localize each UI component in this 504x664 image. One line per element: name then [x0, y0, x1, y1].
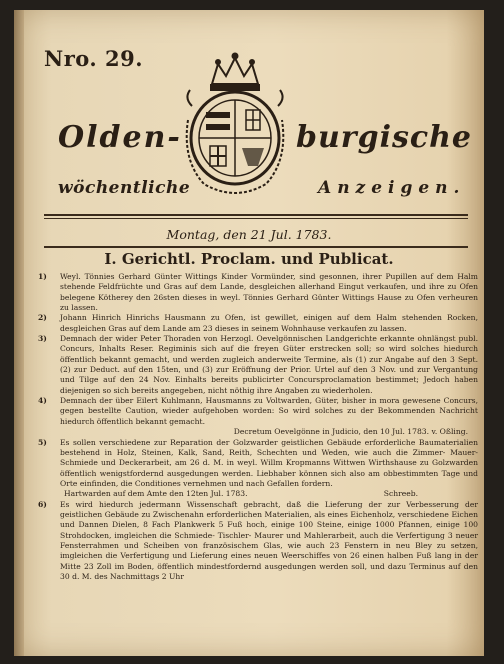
list-item: [38, 272, 478, 313]
coat-of-arms-icon: [174, 50, 296, 200]
entry-number: 1): [38, 272, 47, 281]
list-item: [38, 438, 478, 490]
entry-text: Weyl. Tönnies Gerhard Günter Wittings Kinder Vormünder, sind gesonnen, ihrer Pupillen auf dem Halm stehende Feldfrüchte und Gras auf dem Lande, desgleichen allerhand Eingut verkaufen, und ihre zu Ofen belegene Kötherey den 26sten dieses in weyl. Tönnies Gerhard Günter Wittings Hause zu Ofen verheuren zu lassen.: [60, 272, 478, 313]
issue-number: Nro. 29.: [44, 46, 144, 71]
masthead-subtitle-right: Anzeigen.: [318, 178, 466, 198]
list-item: [38, 334, 478, 396]
entry-text: Demnach der wider Peter Thoraden von Herzogl. Oevelgönnischen Landgerichte erkannte ohnlängst publ. Concurs, Inhalts Reser. Regiminis sich auf die freyen Güter erstrecken soll; so wird solches hiedurch öffentlich bekannt gemacht, und werden zugleich anderweite Termine, als (1) zur Angabe auf den 3 Sept. (2) zur Deduct. auf den 15ten, und (3) zur Eröffnung der Prior. Urtel auf den 3 Nov. und zur Vergantung und Tilge auf den 24 Nov. Einhalts bereits publicirter Concursproclamation bestimmet; Jedoch haben diejenigen so sich bereits angegeben, nicht nöthig ihre Angaben zu wiederholen.: [60, 334, 478, 395]
divider-bottom: [44, 246, 468, 248]
list-item: [38, 313, 478, 334]
masthead-title-right: burgische: [296, 120, 473, 155]
entry-text: Es wird hiedurch jedermann Wissenschaft gebracht, daß die Lieferung der zur Verbesserung der geistlichen Gebäude zu Zwischenahn erforderlichen Materialien, als eines Eichenholz, verschiedene Eichen und Dannen Dielen, 8 Fach Plankwerk 5 Fuß hoch, einige 100 Steine, einige 1000 Pfannen, einige 100 Strohdocken, imgleichen die Schmiede- Tischler- Maurer und Mahlerarbeit, auch die Verfertigung 3 neuer Fensterrahmen und Scheiben von französischem Glas, wie auch 23 Fenstern in neu Bley zu setzen, imgleichen die Verfertigung und Lieferung eines neuen Weerschiffes von 26 einen halben Fuß lang in der Mitte 23 Zoll im Boden, öffentlich mindestfordernd ausgedungen werden soll, und dazu Terminus auf den 30 d. M. des Nachmittags 2 Uhr: [60, 499, 478, 581]
divider-top: [44, 214, 468, 216]
entry-text: Johann Hinrich Hinrichs Hausmann zu Ofen, ist gewillet, einigen auf dem Halm stehenden Rocken, desgleichen Gras auf dem Lande am 23 dieses in seinem Wohnhause verkaufen zu lassen.: [60, 313, 478, 333]
decree-signature: Decretum Oevelgönne in Judicio, den 10 Jul. 1783. v. Oßling.: [233, 427, 468, 437]
entry-number: 2): [38, 313, 47, 323]
entry-number: 5): [38, 437, 47, 447]
office-signature: [38, 489, 478, 499]
office-signature-place: Hartwarden auf dem Amte den 12ten Jul. 1783.: [64, 489, 248, 499]
office-signature-name: Schreeb.: [383, 489, 418, 499]
section-title: I. Gerichtl. Proclam. und Publicat.: [104, 250, 394, 268]
entry-number: 4): [38, 396, 47, 406]
article-body: [38, 272, 478, 582]
entry-number: 6): [38, 499, 47, 509]
masthead-title-left: Olden-: [58, 120, 182, 155]
masthead-subtitle-left: wöchentliche: [58, 178, 191, 198]
entry-text: Es sollen verschiedene zur Reparation der Golzwarder geistlichen Gebäude erforderliche Baumaterialien bestehend in Holz, Steinen, Kalk, Sand, Reith, Schechten und Weden, wie auch die Zimmer- Mauer- Schmiede und Deckerarbeit, am 26 d. M. in weyl. Willm Kropmanns Wittwen Wirthshause zu Golzwarden öffentlich wenigstfordernd ausgedungen werden. Liebhaber können sich also am obbestimmten Tage und Orte einfinden, die Conditiones vernehmen und nach Gefallen fordern.: [60, 437, 478, 488]
entry-number: 3): [38, 334, 47, 344]
list-item: [38, 500, 478, 583]
list-item: [38, 396, 478, 427]
issue-date: Montag, den 21 Jul. 1783.: [166, 227, 332, 242]
newspaper-page: [14, 10, 484, 656]
entry-text: Demnach der über Eilert Kuhlmann, Hausmanns zu Voltwarden, Güter, bisher in mora gewesene Concurs, gegen bestellte Caution, wieder aufgehoben worden: So wird solches zu der Bekommenden Nachricht hiedurch öffentlich bekannt gemacht.: [60, 396, 478, 426]
divider-top-thin: [44, 218, 468, 219]
page-spine: [14, 10, 24, 656]
